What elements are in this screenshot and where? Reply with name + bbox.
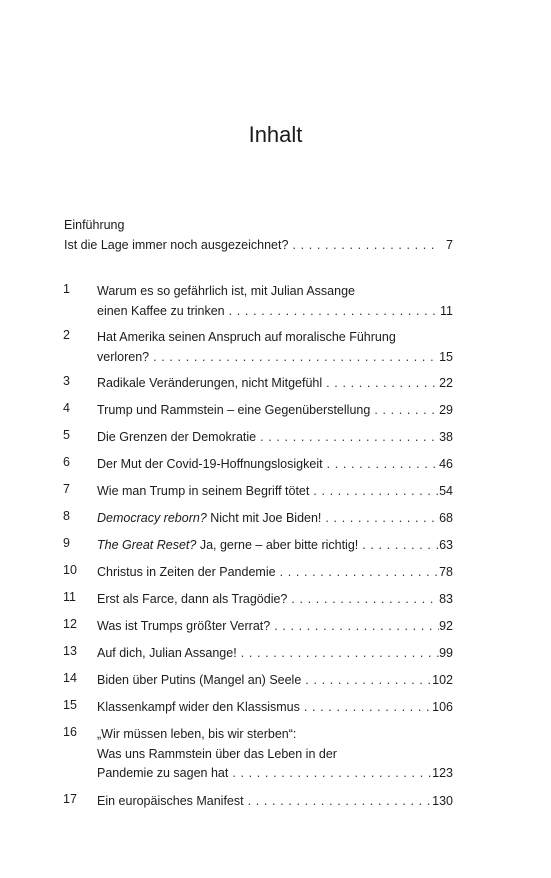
chapter-title-line: Warum es so gefährlich ist, mit Julian Assange <box>97 284 355 298</box>
chapter-title-text: verloren? <box>97 349 150 364</box>
leader-dots <box>370 401 439 419</box>
leader-dots <box>276 563 439 581</box>
chapter-title <box>97 348 149 366</box>
chapter-title-row <box>97 671 453 689</box>
chapter-number: 3 <box>63 374 70 388</box>
chapter-title-line: Was uns Rammstein über das Leben in der <box>97 746 337 761</box>
chapter-title-row <box>97 374 453 392</box>
chapter-title-text: Der Mut der Covid-19-Hoffnungslosigkeit <box>97 457 323 471</box>
chapter-title-row <box>97 482 453 500</box>
chapter-title-row <box>97 617 453 635</box>
chapter-title-row <box>97 764 453 782</box>
leader-dots <box>323 455 439 473</box>
chapter-number: 5 <box>63 428 70 442</box>
chapter-title-text: Pandemie zu sagen hat <box>97 766 229 780</box>
page-number: 102 <box>432 673 453 687</box>
leader-dots <box>309 482 439 500</box>
leader-dots <box>225 302 439 320</box>
chapter-title <box>97 455 323 473</box>
chapter-number: 6 <box>63 455 70 469</box>
chapter-title-text: Christus in Zeiten der Pandemie <box>97 565 276 579</box>
chapter-title-row <box>97 563 453 581</box>
chapter-number: 1 <box>63 282 70 296</box>
chapter-title-row <box>97 509 453 527</box>
chapter-title-text: Ja, gerne – aber bitte richtig! <box>196 538 359 552</box>
chapter-title <box>97 698 300 716</box>
chapter-title-row <box>97 302 453 320</box>
chapter-title <box>97 509 321 527</box>
chapter-number: 15 <box>63 698 77 712</box>
chapter-title <box>97 764 228 782</box>
chapter-number: 4 <box>63 401 70 415</box>
page-number: 63 <box>439 538 453 552</box>
chapter-title-row <box>97 536 453 554</box>
leader-dots <box>270 617 439 635</box>
chapter-title <box>97 374 322 392</box>
chapter-number: 14 <box>63 671 77 685</box>
chapter-title <box>97 671 301 689</box>
chapter-title-row <box>97 792 453 810</box>
chapter-number: 7 <box>63 482 70 496</box>
chapter-title <box>97 428 256 446</box>
chapter-title <box>97 792 244 810</box>
page-number: 130 <box>432 794 453 808</box>
chapter-number: 2 <box>63 328 70 342</box>
page-number: 68 <box>439 511 453 525</box>
page-number: 106 <box>432 700 453 714</box>
chapter-number: 9 <box>63 536 70 550</box>
page-number: 78 <box>439 565 453 579</box>
page-number: 83 <box>439 592 453 606</box>
chapter-number: 12 <box>63 617 77 631</box>
chapter-title-row <box>97 644 453 662</box>
page-number: 99 <box>439 646 453 660</box>
chapter-title-text: Die Grenzen der Demokratie <box>97 430 257 444</box>
chapter-title <box>97 536 358 554</box>
leader-dots <box>322 374 439 392</box>
chapter-title-line: „Wir müssen leben, bis wir sterben“: <box>97 727 297 741</box>
chapter-number: 8 <box>63 509 70 523</box>
leader-dots <box>237 644 439 662</box>
chapter-title <box>97 644 237 662</box>
chapter-title-italic: Democracy reborn? <box>97 511 207 525</box>
chapter-title <box>97 590 287 608</box>
chapter-title-text: Klassenkampf wider den Klassismus <box>97 700 300 714</box>
page-number: 38 <box>439 430 453 444</box>
chapter-title-row <box>97 590 453 608</box>
chapter-title-text: Auf dich, Julian Assange! <box>97 646 237 660</box>
leader-dots <box>321 509 439 527</box>
chapter-title-italic: The Great Reset? <box>97 538 197 552</box>
page-number: 46 <box>439 457 453 471</box>
intro-entry[interactable] <box>64 236 453 254</box>
page-number: 29 <box>439 403 453 417</box>
chapter-title-text: Trump und Rammstein – eine Gegenüberstellung <box>97 403 371 417</box>
chapter-title <box>97 482 309 500</box>
leader-dots <box>358 536 439 554</box>
page-number: 54 <box>439 484 453 498</box>
chapter-title-text: Nicht mit Joe Biden! <box>206 511 322 525</box>
chapter-title-row <box>97 455 453 473</box>
page-number: 92 <box>439 619 453 633</box>
chapter-title-text: Wie man Trump in seinem Begriff tötet <box>97 484 310 498</box>
intro-subtitle: Ist die Lage immer noch ausgezeichnet? <box>64 238 289 252</box>
page-number: 22 <box>439 376 453 390</box>
chapter-title-row <box>97 401 453 419</box>
leader-dots <box>228 764 432 782</box>
chapter-number: 11 <box>63 590 76 604</box>
chapter-title-row <box>97 698 453 716</box>
chapter-title-text: einen Kaffee zu trinken <box>97 303 225 318</box>
leader-dots <box>287 590 439 608</box>
chapter-title-text: Erst als Farce, dann als Tragödie? <box>97 592 288 606</box>
chapter-title <box>97 302 225 320</box>
chapter-title-row <box>97 348 453 366</box>
page-number: 7 <box>446 238 453 252</box>
leader-dots <box>149 348 439 366</box>
chapter-title <box>97 617 270 635</box>
chapter-title-text: Biden über Putins (Mangel an) Seele <box>97 673 302 687</box>
chapter-title-text: Was ist Trumps größter Verrat? <box>97 619 271 633</box>
page-number: 123 <box>432 766 453 780</box>
leader-dots <box>288 236 439 254</box>
chapter-number: 10 <box>63 563 77 577</box>
leader-dots <box>256 428 439 446</box>
leader-dots <box>301 671 432 689</box>
page-number: 15 <box>439 349 453 364</box>
page-number: 11 <box>440 303 453 318</box>
chapter-number: 13 <box>63 644 77 658</box>
chapter-number: 16 <box>63 725 77 739</box>
chapter-title-line: Hat Amerika seinen Anspruch auf moralische Führung <box>97 330 396 344</box>
chapter-title-row <box>97 428 453 446</box>
page-title: Inhalt <box>248 122 303 147</box>
chapter-title <box>97 563 276 581</box>
chapter-title <box>97 401 370 419</box>
chapter-number: 17 <box>63 792 77 806</box>
leader-dots <box>300 698 432 716</box>
chapter-title-text: Radikale Veränderungen, nicht Mitgefühl <box>97 376 323 390</box>
leader-dots <box>244 792 433 810</box>
chapter-title-text: Ein europäisches Manifest <box>97 794 244 808</box>
intro-label: Einführung <box>64 218 125 232</box>
